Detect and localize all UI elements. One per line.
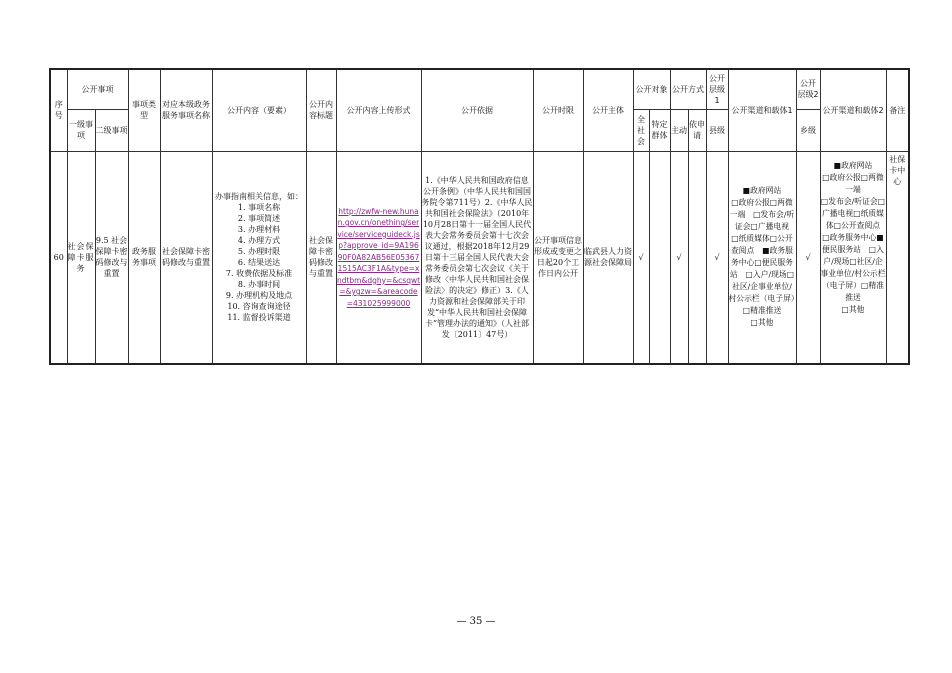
header-remark: 备注 (886, 69, 909, 151)
cell-service-name: 社会保障卡密码修改与重置 (160, 151, 212, 364)
cell-obj-specific (649, 151, 670, 364)
channel2-item: □发布会/听证会□广播电视□纸质媒体□公开查阅点 (820, 196, 886, 230)
header-content-title: 公开内容标题 (306, 69, 336, 151)
cell-remark: 社保卡中心 (886, 151, 909, 364)
disclosure-table (49, 68, 910, 365)
content-item: 9. 办理机构及地点 (225, 291, 293, 301)
channel2-item: □其他 (841, 304, 865, 314)
header-level2: 二级事项 (95, 109, 128, 151)
channel1-item: □政府公报□两微一端 □发布会/听证会□广播电视 □纸质媒体□公开查阅点 ■政务服务中心□便民服务站 □入户/现场□社区/企事业单位/村公示栏（电子屏） (728, 198, 799, 304)
content-item: 11. 监督投诉渠道 (227, 313, 291, 323)
content-item: 1. 事项名称 (237, 203, 281, 213)
content-item: 4. 办理方式 (237, 236, 281, 246)
header-time-limit: 公开时限 (533, 69, 583, 151)
channel1-item: ■政府网站 (742, 186, 782, 196)
header-object-group: 公开对象 (633, 69, 670, 109)
header-channel2: 公开渠道和载体2 (820, 69, 886, 151)
content-item: 10. 咨询查询途径 (227, 302, 291, 312)
header-obj-all: 全社会 (633, 109, 649, 151)
page-number: — 35 — (456, 616, 496, 627)
content-item: 3. 办理材料 (237, 225, 281, 235)
cell-level2: 9.5 社会保障卡密码修改与重置 (95, 151, 128, 364)
cell-content-title: 社会保障卡密码修改与重置 (306, 151, 336, 364)
table-row (50, 151, 909, 364)
header-channel1: 公开渠道和载体1 (728, 69, 796, 151)
header-level1: 一级事项 (67, 109, 95, 151)
content-item: 7. 收费依据及标准 (225, 269, 293, 279)
channel2-item: □政务服务中心■便民服务站 □入户/现场□社区/企事业单位/村公示栏（电子屏）□精准推送 (820, 232, 886, 302)
header-way-group: 公开方式 (670, 69, 706, 109)
header-county: 县级 (706, 109, 728, 151)
header-level2-group: 公开层级2 (796, 69, 820, 109)
cell-content (212, 151, 306, 364)
header-way-active: 主动 (670, 109, 688, 151)
header-level1-group: 公开层级1 (706, 69, 728, 109)
channel1-item: □精准推送 (742, 306, 782, 316)
header-upload-form: 公开内容上传形式 (336, 69, 421, 151)
channel1-item: □其他 (750, 318, 774, 328)
cell-township: √ (796, 151, 820, 364)
content-item: 6. 结果送达 (237, 258, 281, 268)
header-subject: 公开主体 (583, 69, 633, 151)
content-item: 5. 办理时限 (237, 247, 281, 257)
channel2-item: ■政府网站 (833, 160, 873, 170)
header-basis: 公开依据 (421, 69, 533, 151)
header-township: 乡级 (796, 109, 820, 151)
cell-way-active: √ (670, 151, 688, 364)
content-intro: 办事指南相关信息，如： (215, 192, 303, 202)
cell-county: √ (706, 151, 728, 364)
cell-time-limit: 公开事项信息形成或变更之日起20个工作日内公开 (533, 151, 583, 364)
channel2-item: □政府公报□两微一端 (822, 172, 884, 194)
header-type: 事项类型 (128, 69, 160, 151)
cell-seq: 60 (50, 151, 67, 364)
content-item: 2. 事项简述 (237, 214, 281, 224)
cell-type: 政务服务事项 (128, 151, 160, 364)
cell-upload-form (336, 151, 421, 364)
content-item: 8. 办事时间 (237, 280, 281, 290)
cell-level1: 社会保障卡服务 (67, 151, 95, 364)
header-service-name: 对应本级政务服务事项名称 (160, 69, 212, 151)
header-content: 公开内容（要素） (212, 69, 306, 151)
cell-basis: 1.《中华人民共和国政府信息公开条例》（中华人民共和国国务院令第711号）2.《中华人民共和国社会保险法》（2010年10月28日第十一届全国人民代表大会常务委员会第十七次会议通过，根据2018年12月29日第十三届全国人民代表大会常务委员会第七次会议《关于修改〈中华人民共和国社会保险法〉的决定》修正）3.《人力资源和社会保障部关于印发“中华人民共和国社会保障卡”管理办法的通知》（人社部发〔2011〕47号） (421, 151, 533, 364)
cell-channel1 (728, 151, 799, 364)
cell-obj-all: √ (633, 151, 649, 364)
header-obj-specific: 特定群体 (649, 109, 670, 151)
header-items-group: 公开事项 (67, 69, 128, 109)
cell-way-apply (688, 151, 706, 364)
header-seq: 序号 (50, 69, 67, 151)
service-guide-link[interactable]: http://zwfw-new.hunan.gov.cn/onething/service/serviceguideck.jsp?approve_id=9A19690F0A82AB56E053671515AC3F1A&type=xndtbm&dghy=&csqwt=&ygzw=&areacode=431025999000 (336, 206, 421, 308)
cell-subject: 临武县人力资源社会保障局 (583, 151, 633, 364)
header-way-apply: 依申请 (688, 109, 706, 151)
cell-channel2 (820, 151, 886, 364)
